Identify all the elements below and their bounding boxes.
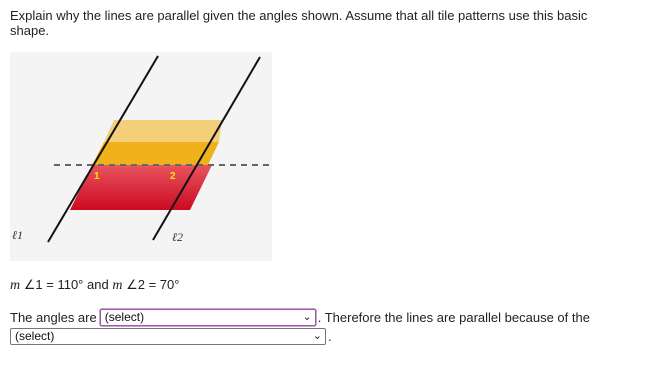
answer-mid-text: . Therefore the lines are parallel because of the: [317, 310, 590, 325]
angle-relationship-select-value: (select): [104, 310, 145, 324]
measure-m2: m: [112, 278, 123, 293]
answer-lead-text: The angles are: [10, 310, 97, 325]
answer-end-text: .: [328, 329, 332, 344]
answer-row-1: [10, 309, 590, 326]
chevron-down-icon: ⌄: [302, 311, 312, 323]
and-text: and: [87, 277, 109, 292]
theorem-select-value: (select): [15, 329, 55, 343]
theorem-select[interactable]: [10, 328, 326, 345]
line-l1-label: ℓ1: [12, 228, 23, 242]
angle-1-label: 1: [94, 171, 100, 182]
angle-measures: [10, 277, 179, 294]
question-prompt: Explain why the lines are parallel given the angles shown. Assume that all tile patterns use this basic shape.: [10, 8, 588, 38]
measure-m1: m: [10, 278, 21, 293]
parallel-lines-diagram: [10, 52, 272, 261]
chevron-down-icon: ⌄: [312, 330, 322, 342]
angle-2-label: 2: [170, 171, 176, 182]
angle-relationship-select[interactable]: [100, 309, 316, 326]
angle-2-measure: ∠2 = 70°: [126, 277, 180, 292]
answer-row-2: [10, 328, 332, 345]
tile-figure: [10, 52, 272, 261]
angle-1-measure: ∠1 = 110°: [23, 277, 84, 292]
line-l2-label: ℓ2: [172, 230, 183, 244]
red-tile-band: [70, 165, 212, 210]
light-tile-band: [104, 120, 222, 142]
